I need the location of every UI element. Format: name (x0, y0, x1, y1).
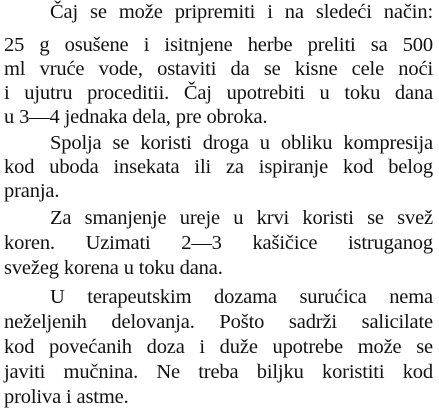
text-line: neželjenih delovanja. Pošto sadrži salicilate (4, 311, 433, 333)
text-line: i ujutru proceditii. Čaj upotrebiti u toku dana (4, 82, 433, 104)
text-line: Spolja se koristi droga u obliku kompresija (50, 132, 433, 154)
text-line: ml vruće vode, ostaviti da se kisne cele noći (4, 58, 433, 80)
text-line: pranja. (4, 180, 60, 202)
text-line: kod uboda insekata ili za ispiranje kod belog (4, 156, 433, 178)
text-line: u 3—4 jednaka dela, pre obroka. (4, 106, 268, 128)
text-line: kod povećanih doza i duže upotrebe može se (4, 336, 433, 358)
text-line: U terapeutskim dozama surućica nema (50, 286, 433, 308)
text-line: koren. Uzimati 2—3 kašičice istruganog (4, 232, 433, 254)
text-line: Čaj se može pripremiti i na sledeći način: (50, 1, 433, 23)
text-line: javiti mučnina. Ne treba biljku koristiti kod (4, 361, 433, 383)
text-line: proliva i astme. (4, 386, 129, 408)
text-line: Za smanjenje ureje u krvi koristi se svež (50, 207, 433, 229)
text-line: 25 g osušene i isitnjene herbe preliti sa 500 (4, 34, 433, 56)
text-line: svežeg korena u toku dana. (4, 257, 223, 279)
